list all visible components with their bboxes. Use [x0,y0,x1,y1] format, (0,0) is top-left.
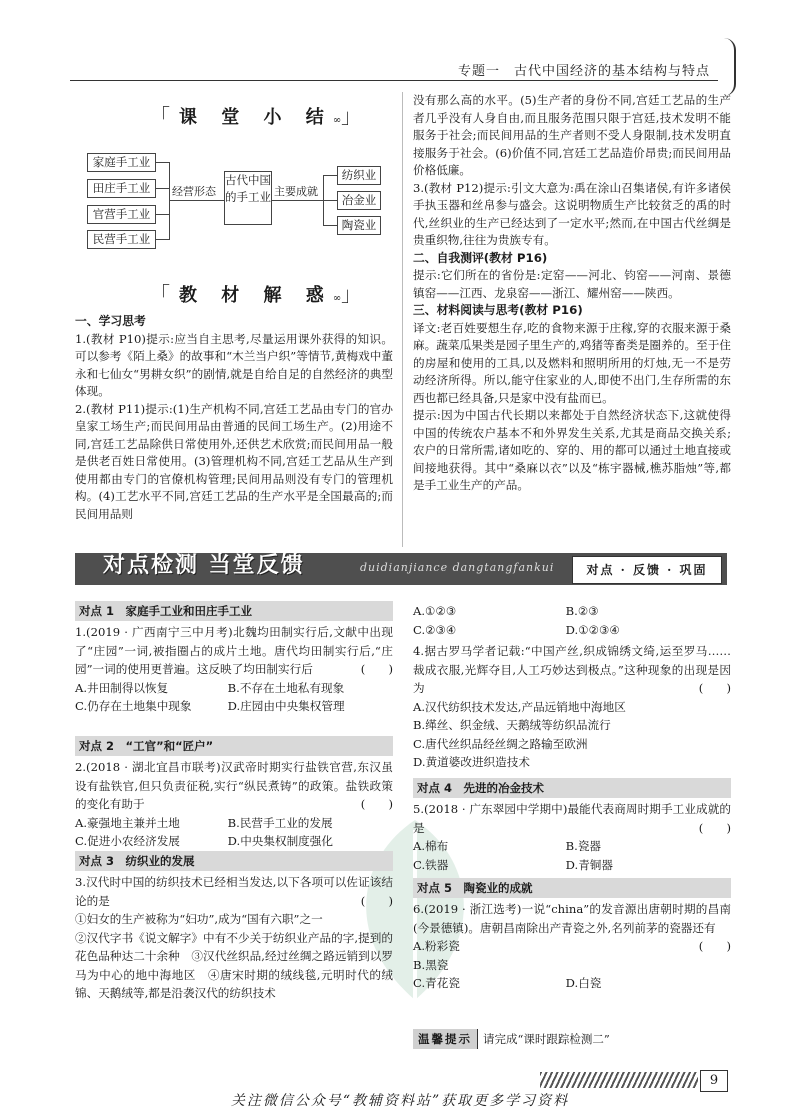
footer-note: 关注微信公众号“教辅资料站”获取更多学习资料 [230,1093,570,1109]
answer-1: 1.(教材 P10)提示:应当自主思考,尽量运用课外获得的知识。可以参考《陌上桑》的故事和“木兰当户织”等情节,黄梅戏中董永和七仙女“男耕女织”的剧情,就是自给自足的自然经济的典型体现。 [75,331,393,398]
tag-topic-3: 对点 3 纺织业的发展 [75,851,393,871]
question-5 [413,800,731,874]
option-a: A.①②③ [413,604,457,618]
question-4-stem: 4.据古罗马学者记载:“中国产丝,织成锦绣文绮,运至罗马……裁成衣服,光辉夺目,人工巧妙达到极点。”这种现象的出现是因为 [413,644,731,695]
question-3-options [413,602,731,639]
question-2 [75,758,393,851]
answer-blank: ( ) [698,681,731,695]
box-textile: 纺织业 [337,166,381,185]
box-metallurgy: 冶金业 [337,191,381,210]
answer-blank: ( ) [360,662,393,676]
textbook-title: 「教 材 解 惑∞」 [150,282,371,306]
answer-blank: ( ) [698,939,731,953]
option-a: A.井田制得以恢复 [75,680,169,695]
banner-title: 对点检测 当堂反馈 [103,553,305,578]
answer-self-test: 提示:它们所在的省份是:定窑——河北、钧窑——河南、景德镇窑——江西、龙泉窑——浙江、耀州窑——陕西。 [413,268,731,300]
box-manor-handicraft: 田庄手工业 [87,179,156,198]
tag-topic-5: 对点 5 陶瓷业的成就 [413,878,731,898]
warm-tip [413,1029,610,1049]
question-3 [75,873,393,1003]
label-operation-form: 经营形态 [172,185,216,198]
answer-2: 2.(教材 P11)提示:(1)生产机构不同,宫廷工艺品由专门的官办皇家工场生产;而民间用品由普通的民间工场生产。(2)用途不同,宫廷工艺品除供日常使用外,还供艺术欣赏;而民间用品一般是供老百姓日常使用。(3)管理机构不同,宫廷工艺品从生产到使用都由专门的官僚机构管理;民间用品则没有专门的管理机构。(4)工艺水平不同,宫廷工艺品的生产水平是全国最高的;而民间用品则 [75,401,393,521]
question-3-statement-1: ①妇女的生产被称为“妇功”,成为“国有六职”之一 [75,912,323,926]
running-header: 专题一 古代中国经济的基本结构与特点 [457,64,710,79]
option-d: D.中央集权制度强化 [227,834,333,848]
answer-blank: ( ) [360,893,393,908]
option-d: D.①②③④ [565,622,620,637]
question-6-stem: 6.(2019 · 浙江选考)一说“china”的发音源出唐朝时期的昌南(今景德镇)。唐朝昌南除出产青瓷之外,名列前茅的瓷器还有 [413,902,731,935]
question-1-stem: 1.(2019 · 广西南宁三中月考)北魏均田制实行后,文献中出现了“庄园”一词,被指圈占的成片土地。唐代均田制实行后,“庄园”一词的使用更普遍。这反映了均田制实行后 [75,625,393,676]
box-family-handicraft: 家庭手工业 [87,153,156,172]
warm-tip-label: 温馨提示 [413,1029,478,1049]
header-bracket [724,38,736,96]
question-2-stem: 2.(2018 · 湖北宜昌市联考)汉武帝时期实行盐铁官营,东汉虽设有盐铁官,但只负责征税,实行“纵民煮铸”的政策。盐铁政策的变化有助于 [75,760,393,811]
question-3-stem: 3.汉代时中国的纺织技术已经相当发达,以下各项可以佐证该结论的是 [75,875,393,908]
box-official-handicraft: 官营手工业 [87,205,156,224]
tag-topic-2: 对点 2 “工官”和“匠户” [75,736,393,756]
option-c: C.唐代丝织品经丝绸之路输至欧洲 [413,736,588,751]
textbook-left-column [75,313,393,523]
option-c: C.②③④ [413,622,457,637]
textbook-right-column [413,92,731,495]
option-d: D.白瓷 [565,976,602,990]
answer-blank: ( ) [698,820,731,835]
option-a: A.棉布 [413,839,449,853]
answer-blank: ( ) [360,797,393,811]
decorative-stripes [540,1072,698,1088]
subheading-self-test: 二、自我测评(教材 P16) [413,250,548,265]
answer-reading: 提示:因为中国古代长期以来都处于自然经济状态下,这就使得中国的传统农户基本不和外界发生关系,尤其是商品交换关系;农户的日常所需,诸如吃的、穿的、用的都可以通过土地直接或间接地获得。其中“桑麻以衣”以及“栋宇器械,樵苏脂烛”等,都是手工业生产的产品。 [413,408,731,492]
answer-3: 3.(教材 P12)提示:引文大意为:禹在涂山召集诸侯,有许多诸侯手执玉器和丝帛参与盛会。这说明物质生产比较贫乏的禹的时代,丝织业的生产已经达到了一定水平;然而,在中国古代丝绸是贵重织物,往往为贵族专有。 [413,180,731,247]
box-center: 古代中国的手工业 [224,171,272,225]
header-rule [70,80,718,81]
option-b: B.瓷器 [565,839,602,853]
page-number: 9 [700,1070,728,1092]
question-4 [413,642,731,772]
option-c: C.青花瓷 [413,976,460,990]
option-a: A.豪强地主兼并土地 [75,815,180,830]
warm-tip-text: 请完成“课时跟踪检测二” [483,1032,610,1046]
tag-topic-1: 对点 1 家庭手工业和田庄手工业 [75,601,393,621]
banner-badge: 对点 · 反馈 · 巩固 [572,556,722,584]
subheading-study: 一、学习思考 [75,314,146,328]
option-b: B.不存在土地私有现象 [227,680,345,695]
tag-topic-4: 对点 4 先进的冶金技术 [413,778,731,798]
option-d: D.黄道婆改进织造技术 [413,755,530,769]
summary-title: 「课 堂 小 结∞」 [150,104,371,128]
option-b: B.缂丝、织金绒、天鹅绒等纺织品流行 [413,718,611,732]
option-a: A.粉彩瓷 [413,939,460,953]
question-3-statements: ②汉代字书《说文解字》中有不少关于纺织业产品的字,提到的花色品种达二十余种 ③汉代丝织品,经过丝绸之路远销到以罗马为中心的地中海地区 ④唐宋时期的绒线毯,元明时代的绒锦、天鹅绒等,都是沿袭汉代的纺织技术 [75,930,393,1000]
option-b: B.民营手工业的发展 [227,815,333,830]
option-c: C.促进小农经济发展 [75,834,180,848]
box-private-handicraft: 民营手工业 [87,230,156,249]
option-c: C.仍存在土地集中现象 [75,699,192,713]
option-b: B.黑瓷 [413,957,449,972]
box-ceramics: 陶瓷业 [337,216,381,235]
translation: 译文:老百姓要想生存,吃的食物来源于庄稼,穿的衣服来源于桑麻。蔬菜瓜果类是园子里生产的,鸡猪等畜类是圈养的。至于住的房屋和使用的工具,以及燃料和照明所用的灯烛,无一不是劳动经济所得。所以,能守住家业的人,即使不出门,生存所需的东西也都已经具备,只是家中没有盐而已。 [413,320,731,405]
option-d: D.青铜器 [565,857,613,872]
subheading-reading: 三、材料阅读与思考(教材 P16) [413,303,583,317]
option-c: C.铁器 [413,857,449,872]
question-6 [413,900,731,993]
option-d: D.庄园由中央集权管理 [227,699,345,713]
option-b: B.②③ [565,604,599,618]
option-a: A.汉代纺织技术发达,产品远销地中海地区 [413,699,626,714]
answer-2-continued: 没有那么高的水平。(5)生产者的身份不同,宫廷工艺品的生产者几乎没有人身自由,而且服务范围只限于宫廷,技术发明不能服务于社会;而民间用品的生产者则不受人身限制,技术发明直接服务于社会。(6)价值不同,宫廷工艺品造价昂贵;而民间用品价格低廉。 [413,93,731,177]
question-1 [75,623,393,716]
column-divider [402,92,403,547]
label-main-achievements: 主要成就 [274,185,318,198]
question-5-stem: 5.(2018 · 广东翠园中学期中)最能代表商周时期手工业成就的是 [413,802,731,835]
banner-pinyin: duidianjiance dangtangfankui [360,561,555,574]
